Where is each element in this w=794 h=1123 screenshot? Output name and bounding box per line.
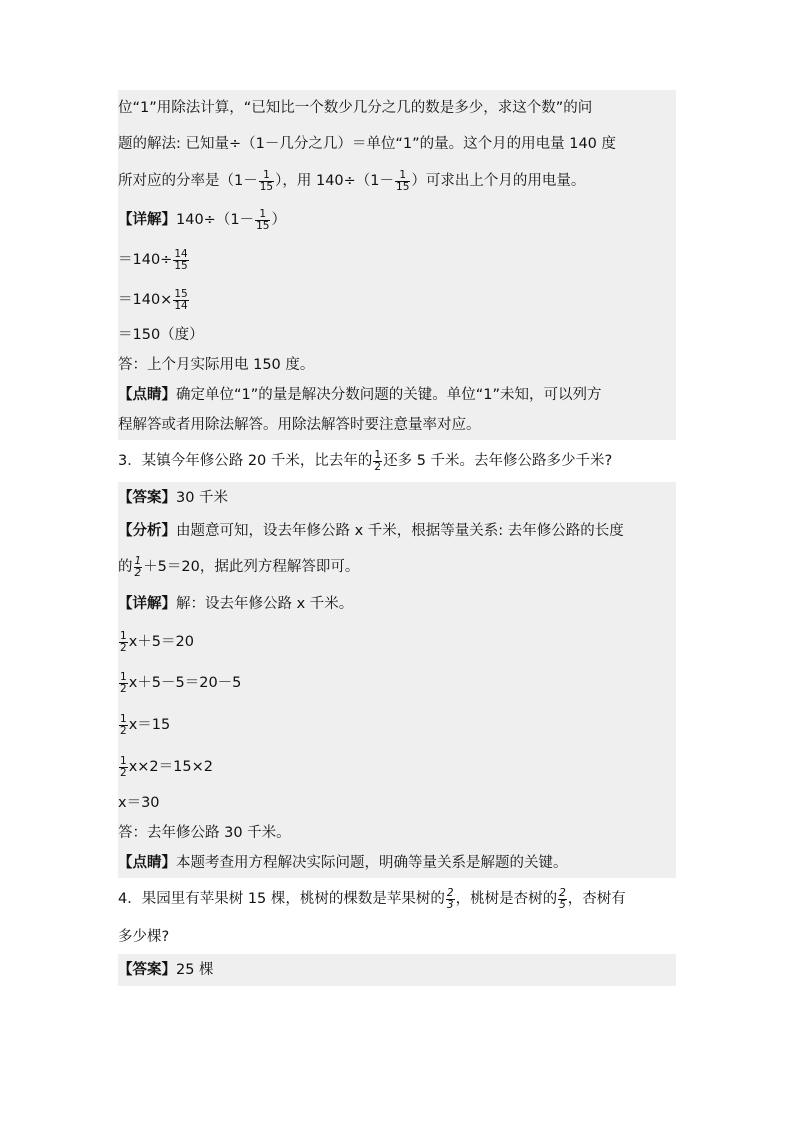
text: x＝15 (128, 717, 171, 733)
question-3 (118, 440, 676, 482)
note-line (118, 848, 676, 878)
text-line (118, 126, 676, 162)
answer-line (118, 482, 676, 514)
fraction: $\frac{1}{2}$ (120, 754, 127, 779)
text: 题的解法: 已知量÷（1－几分之几）＝单位“1”的量。这个月的用电量 140 度 (118, 136, 617, 152)
fraction: $\frac{14}{15}$ (174, 247, 188, 272)
text-line (118, 162, 676, 200)
fraction: $\frac{1}{2}$ (134, 554, 142, 579)
equation-line (118, 746, 676, 788)
text: 30 千米 (176, 490, 229, 506)
text: 由题意可知，设去年修公路 x 千米，根据等量关系: 去年修公路的长度 (176, 523, 624, 539)
text: 所对应的分率是（1－ (118, 173, 258, 189)
equation-line (118, 240, 676, 280)
text: ，杏树有 (567, 891, 626, 907)
text: ＋5＝20，据此列方程解答即可。 (143, 559, 360, 575)
text: 答：去年修公路 30 千米。 (118, 825, 291, 841)
note-label: 【点睛】 (118, 855, 176, 871)
text: 多少棵? (118, 929, 170, 945)
fraction: $\frac{1}{2}$ (374, 448, 382, 473)
fraction: $\frac{15}{14}$ (174, 287, 188, 312)
text: ），用 140÷（1－ (275, 173, 395, 189)
analysis-line (118, 548, 676, 586)
fraction: $\frac{1}{15}$ (256, 207, 270, 232)
text: 4．果园里有苹果树 15 棵，桃树的棵数是苹果树的 (118, 891, 445, 907)
equation-line (118, 622, 676, 662)
fraction: $\frac{1}{15}$ (396, 168, 410, 193)
answer-line (118, 818, 676, 848)
text: 程解答或者用除法解答。用除法解答时要注意量率对应。 (118, 417, 481, 433)
text: ，桃树是杏树的 (455, 891, 558, 907)
text: 解：设去年修公路 x 千米。 (176, 596, 354, 612)
text: 答：上个月实际用电 150 度。 (118, 357, 315, 373)
fraction: $\frac{2}{5}$ (559, 886, 566, 911)
solution-block-q4 (118, 954, 676, 986)
text: ＝140× (118, 292, 173, 308)
text: 位“1”用除法计算，“已知比一个数少几分之几的数是多少，求这个数”的问 (118, 100, 593, 116)
detail-label: 【详解】 (118, 596, 176, 612)
text-line (118, 90, 676, 126)
text: x＝30 (118, 795, 160, 811)
equation-line (118, 320, 676, 350)
detail-label: 【详解】 (118, 212, 176, 228)
note-line (118, 410, 676, 440)
fraction: $\frac{1}{2}$ (120, 629, 127, 654)
answer-label: 【答案】 (118, 962, 176, 978)
detail-line (118, 586, 676, 622)
answer-line (118, 954, 676, 986)
equation-line (118, 662, 676, 704)
note-label: 【点睛】 (118, 387, 176, 403)
answer-label: 【答案】 (118, 490, 176, 506)
document-body (118, 90, 676, 986)
question-4 (118, 878, 676, 920)
note-line (118, 380, 676, 410)
text: 本题考查用方程解决实际问题，明确等量关系是解题的关键。 (176, 855, 568, 871)
text: ＝150（度） (118, 327, 204, 343)
text: 确定单位“1”的量是解决分数问题的关键。单位“1”未知，可以列方 (176, 387, 602, 403)
text: 25 棵 (176, 962, 214, 978)
text: ）可求出上个月的用电量。 (411, 173, 586, 189)
text: x＋5＝20 (128, 634, 194, 650)
detail-line (118, 200, 676, 240)
fraction: $\frac{1}{2}$ (120, 712, 127, 737)
answer-line (118, 350, 676, 380)
analysis-line (118, 514, 676, 548)
text: 的 (118, 559, 133, 575)
text: x×2＝15×2 (128, 759, 213, 775)
equation-line (118, 280, 676, 320)
equation-line (118, 788, 676, 818)
analysis-label: 【分析】 (118, 523, 176, 539)
text: ） (271, 212, 286, 228)
fraction: $\frac{2}{3}$ (446, 886, 454, 911)
equation-line (118, 704, 676, 746)
solution-block-q2 (118, 90, 676, 440)
text: 还多 5 千米。去年修公路多少千米? (383, 453, 613, 469)
fraction: $\frac{1}{15}$ (259, 168, 274, 193)
text: 3．某镇今年修公路 20 千米，比去年的 (118, 453, 373, 469)
text: 140÷（1－ (176, 212, 255, 228)
fraction: $\frac{1}{2}$ (120, 670, 127, 695)
solution-block-q3 (118, 482, 676, 878)
question-4-line-2 (118, 920, 676, 954)
text: ＝140÷ (118, 252, 173, 268)
text: x＋5－5＝20－5 (128, 675, 242, 691)
